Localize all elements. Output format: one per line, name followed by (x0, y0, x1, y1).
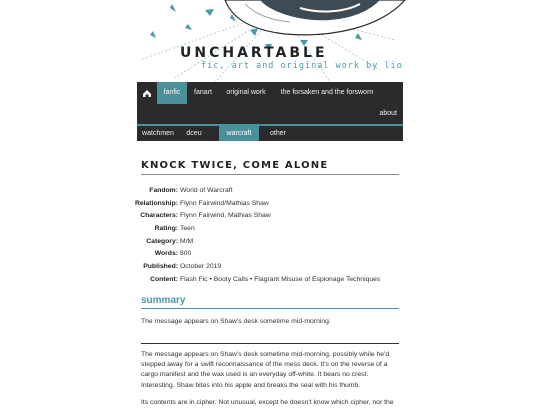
work-title: KNOCK TWICE, COME ALONE (141, 160, 329, 171)
meta-label: Category: (146, 237, 178, 245)
meta-row-characters (100, 210, 400, 223)
work-metadata (100, 185, 400, 287)
nav-home[interactable] (137, 82, 157, 104)
nav-item-fanfic[interactable]: fanfic (157, 82, 187, 104)
subnav-item-other[interactable]: other (270, 130, 286, 137)
site-title[interactable]: UNCHARTABLE (180, 45, 328, 61)
story-paragraph: The message appears on Shaw's desk sometime mid-morning, possibly while he'd stepped away for a swift reconnaissance of the mess deck. It's on the reverse of a cargo manifest and the wax used is an everyday off-white. It bears no crest. Interesting. Shaw bites into his apple and breaks the seal with his thumb. (141, 351, 390, 389)
body-divider (141, 343, 399, 344)
meta-row-relationship (100, 198, 400, 211)
story-paragraph: Its contents are in cipher. Not unusual, except he doesn't know which cipher, nor the (141, 399, 394, 406)
meta-label: Words: (154, 250, 178, 258)
meta-value: Flynn Fairwind, Mathias Shaw (180, 212, 271, 220)
meta-label: Content: (150, 275, 178, 283)
meta-row-words (100, 248, 400, 261)
meta-label: Rating: (154, 225, 178, 233)
nav-item-about[interactable]: about (379, 110, 397, 117)
meta-value: Flash Fic • Booty Calls • Flagrant Misuse of Espionage Techniques (180, 275, 381, 283)
meta-value: M/M (180, 237, 194, 245)
nav-item-original-work[interactable]: original work (226, 89, 266, 96)
meta-label: Characters: (140, 212, 178, 220)
summary-heading: summary (141, 295, 186, 306)
subnav-item-watchmen[interactable]: watchmen (142, 130, 174, 137)
meta-row-rating (100, 223, 400, 236)
sub-nav (137, 126, 403, 141)
nav-item-forsaken-forsworn[interactable]: the forsaken and the forsworn (280, 89, 374, 96)
summary-text: The message appears on Shaw's desk sometime mid-morning. (141, 318, 331, 325)
meta-label: Relationship: (134, 199, 178, 207)
header-banner (0, 0, 540, 82)
meta-value: October 2019 (180, 263, 222, 271)
meta-label: Fandom: (149, 187, 178, 194)
home-icon (137, 82, 157, 104)
summary-divider (141, 308, 399, 309)
meta-row-content (100, 274, 400, 287)
meta-label: Published: (143, 263, 178, 271)
subnav-item-warcraft[interactable]: warcraft (219, 126, 259, 141)
main-nav (137, 82, 403, 124)
meta-value: Flynn Fairwind/Mathias Shaw (180, 199, 269, 207)
site-tagline: fic, art and original work by lio (201, 61, 403, 71)
subnav-item-dceu[interactable]: dceu (186, 130, 202, 137)
nav-item-fanart[interactable]: fanart (194, 89, 212, 96)
meta-value: World of Warcraft (180, 187, 233, 194)
meta-row-category (100, 236, 400, 249)
meta-value: Teen (180, 225, 195, 233)
title-divider (141, 174, 399, 175)
meta-row-published (100, 261, 400, 274)
meta-row-fandom (100, 185, 400, 198)
meta-value: 800 (180, 250, 192, 258)
